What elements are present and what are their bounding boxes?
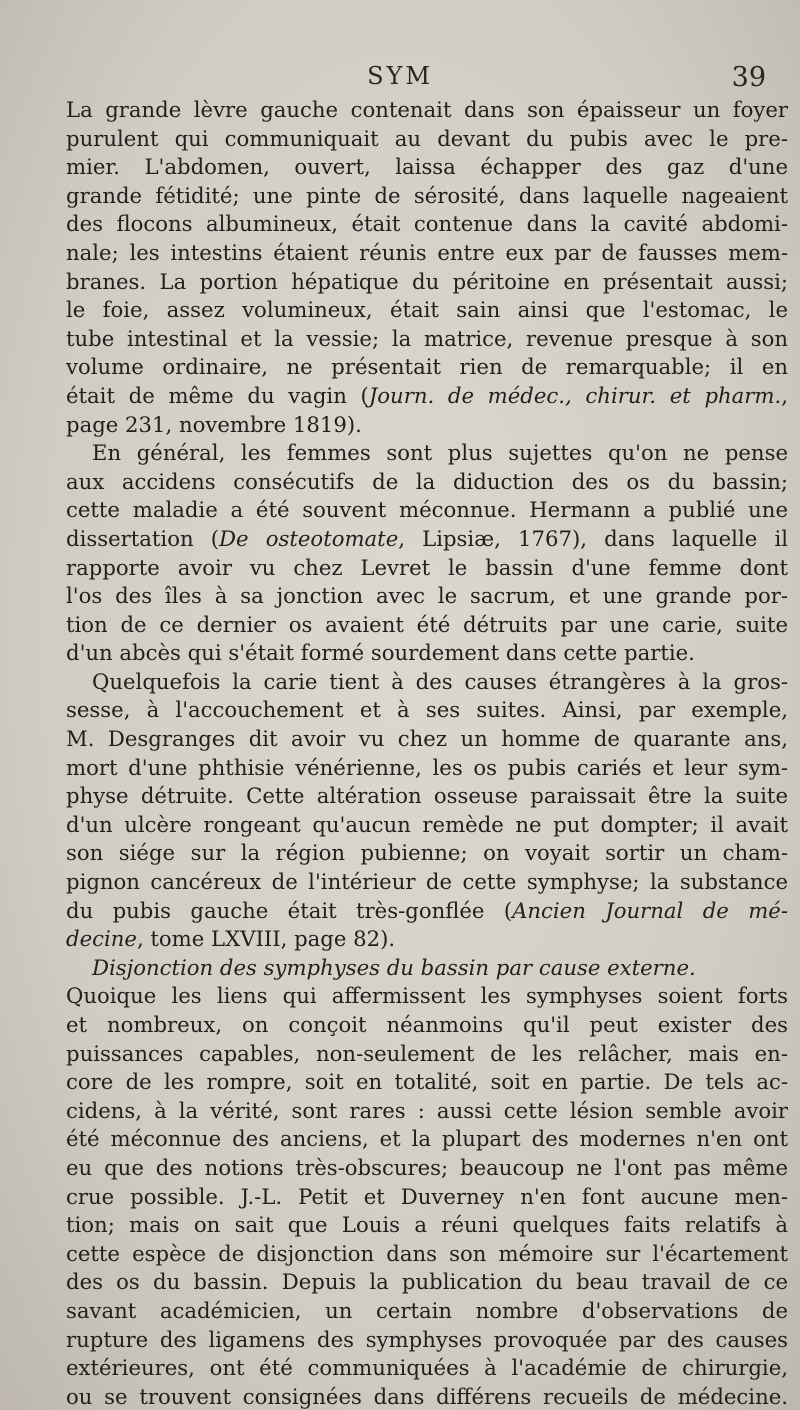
cited-title: Ancien Journal de mé- [512, 897, 788, 923]
text-line: savant académicien, un certain nombre d'observations de [66, 1297, 788, 1323]
text-line: rupture des ligamens des symphyses provoquée par des causes [66, 1326, 788, 1352]
text-line: cette espèce de disjonction dans son mémoire sur l'écartement [66, 1240, 788, 1266]
text-line: tion; mais on sait que Louis a réuni quelques faits relatifs à [66, 1212, 788, 1238]
text-line: La grande lèvre gauche contenait dans son épaisseur un foyer [66, 97, 788, 122]
text-line: mort d'une phthisie vénérienne, les os pubis cariés et leur sym- [66, 754, 788, 780]
text-line: crue possible. J.-L. Petit et Duverney n'en font aucune men- [66, 1183, 788, 1209]
text-line: du pubis gauche était très-gonflée (Ancien Journal de mé- [66, 897, 788, 923]
text-line: purulent qui communiquait au devant du pubis avec le pre- [66, 125, 788, 151]
text-line: cidens, à la vérité, sont rares : aussi cette lésion semble avoir [66, 1097, 788, 1123]
text-line: l'os des îles à sa jonction avec le sacrum, et une grande por- [66, 583, 788, 609]
section-heading: Disjonction des symphyses du bassin par cause externe. [92, 954, 696, 980]
text-line: le foie, assez volumineux, était sain ainsi que l'estomac, le [66, 297, 788, 323]
text-line: était de même du vagin (Journ. de médec., chirur. et pharm., [66, 382, 788, 408]
text-line: puissances capables, non-seulement de les relâcher, mais en- [66, 1040, 788, 1066]
text-line: dissertation (De osteotomate, Lipsiæ, 1767), dans laquelle il [66, 525, 788, 551]
text-line: Quoique les liens qui affermissent les symphyses soient forts [66, 983, 788, 1009]
text-line: sesse, à l'accouchement et à ses suites. Ainsi, par exemple, [66, 697, 788, 723]
text-line: page 231, novembre 1819). [66, 411, 362, 437]
text-line: mier. L'abdomen, ouvert, laissa échapper des gaz d'une [66, 154, 788, 180]
text-line: pignon cancéreux de l'intérieur de cette symphyse; la substance [66, 869, 788, 895]
text-line: grande fétidité; une pinte de sérosité, dans laquelle nageaient [66, 182, 788, 208]
page-number: 39 [731, 62, 766, 93]
text-line: et nombreux, on conçoit néanmoins qu'il peut exister des [66, 1012, 788, 1037]
text-line: cette maladie a été souvent méconnue. Hermann a publié une [66, 497, 788, 523]
text-line: d'un abcès qui s'était formé sourdement dans cette partie. [66, 640, 695, 666]
text-line: des flocons albumineux, était contenue dans la cavité abdomi- [66, 211, 788, 237]
text-line: ou se trouvent consignées dans différens recueils de médecine. [66, 1383, 788, 1409]
text-line: tube intestinal et la vessie; la matrice, revenue presque à son [66, 325, 788, 351]
text-line: core de les rompre, soit en totalité, soit en partie. De tels ac- [66, 1069, 788, 1095]
text-line: rapporte avoir vu chez Levret le bassin d'une femme dont [66, 554, 788, 580]
page-header [0, 62, 800, 96]
text-line: volume ordinaire, ne présentait rien de remarquable; il en [66, 354, 788, 380]
cited-title: decine [66, 926, 137, 952]
text-line: des os du bassin. Depuis la publication du beau travail de ce [66, 1269, 788, 1295]
text-line: nale; les intestins étaient réunis entre eux par de fausses mem- [66, 239, 788, 265]
text-line: tion de ce dernier os avaient été détruits par une carie, suite [66, 611, 788, 637]
cited-title: Journ. de médec., chirur. et pharm. [368, 382, 782, 408]
text-line: eu que des notions très-obscures; beaucoup ne l'ont pas même [66, 1154, 788, 1180]
text-line: physe détruite. Cette altération osseuse paraissait être la suite [66, 783, 788, 809]
text-line: son siége sur la région pubienne; on voyait sortir un cham- [66, 840, 788, 866]
text-line: extérieures, ont été communiquées à l'académie de chirurgie, [66, 1355, 788, 1381]
text-line: Quelquefois la carie tient à des causes étrangères à la gros- [92, 668, 788, 694]
text-line: M. Desgranges dit avoir vu chez un homme de quarante ans, [66, 726, 788, 752]
text-line: En général, les femmes sont plus sujettes qu'on ne pense [92, 440, 788, 466]
text-line: branes. La portion hépatique du péritoine en présentait aussi; [66, 268, 788, 294]
cited-title: De osteotomate [219, 525, 399, 551]
running-head: SYM [367, 62, 433, 90]
text-line: decine, tome LXVIII, page 82). [66, 926, 396, 952]
text-line: d'un ulcère rongeant qu'aucun remède ne put dompter; il avait [66, 811, 788, 837]
body-text [66, 96, 788, 1410]
text-line: aux accidens consécutifs de la diduction des os du bassin; [66, 468, 788, 494]
text-line: été méconnue des anciens, et la plupart des modernes n'en ont [66, 1126, 788, 1152]
